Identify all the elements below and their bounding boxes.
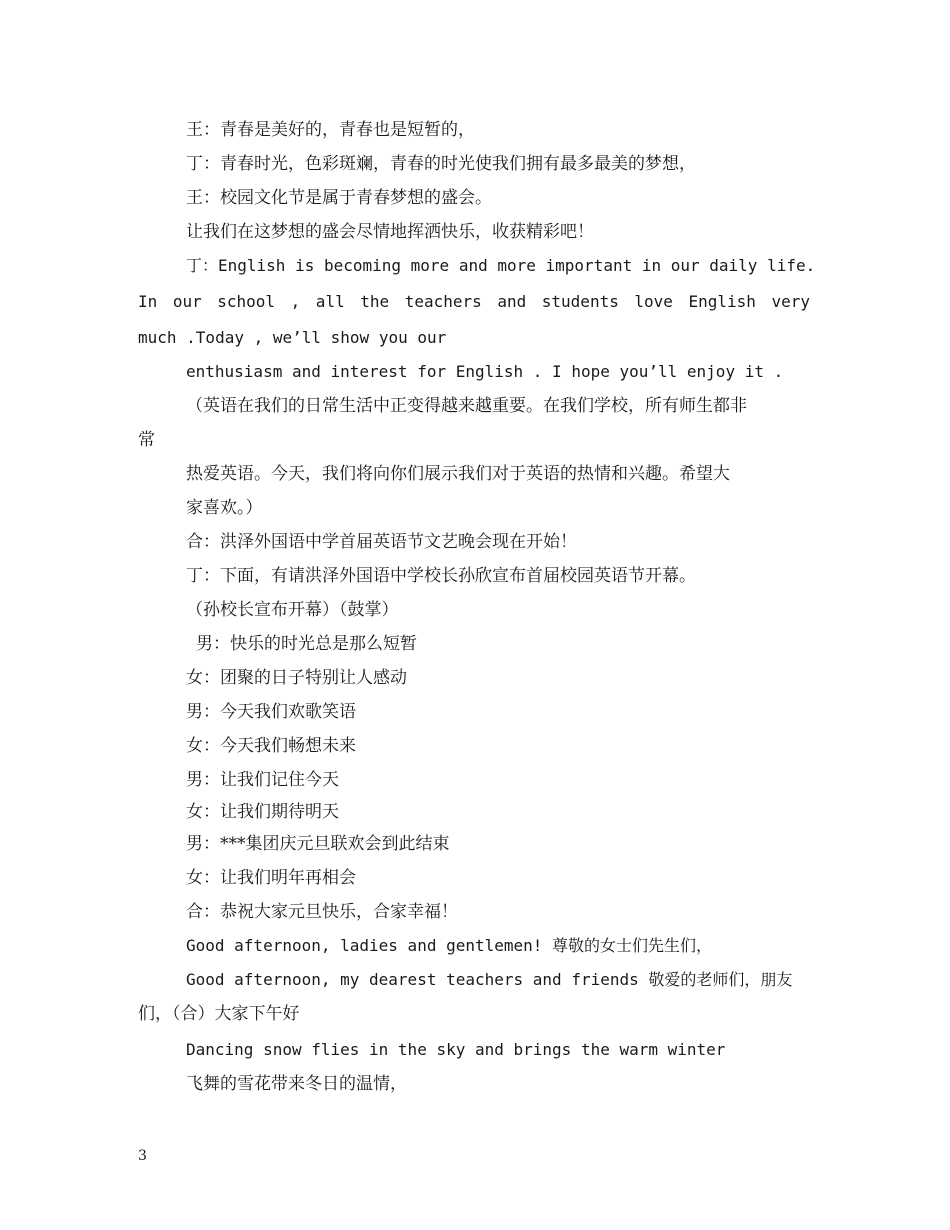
text-line: 热爱英语。今天，我们将向你们展示我们对于英语的热情和兴趣。希望大: [186, 464, 730, 484]
text-line: 女：让我们明年再相会: [186, 868, 356, 888]
text-line: （孙校长宣布开幕）（鼓掌）: [186, 600, 399, 620]
text-line: enthusiasm and interest for English . I hope you’ll enjoy it .: [186, 362, 784, 381]
text-line: 飞舞的雪花带来冬日的温情，: [186, 1074, 407, 1094]
text-line: （英语在我们的日常生活中正变得越来越重要。在我们学校，所有师生都非: [186, 396, 747, 416]
text-line: 女：今天我们畅想未来: [186, 736, 356, 756]
text-line: 们，（合）大家下午好: [138, 1004, 300, 1024]
text-line: 女：团聚的日子特别让人感动: [186, 668, 407, 688]
page-number: 3: [138, 1148, 147, 1164]
text-line: 丁：下面，有请洪泽外国语中学校长孙欣宣布首届校园英语节开幕。: [186, 566, 696, 586]
text-line: 王：青春是美好的，青春也是短暂的，: [186, 120, 475, 140]
text-line: 丁：青春时光，色彩斑斓，青春的时光使我们拥有最多最美的梦想，: [186, 154, 696, 174]
text-line: 家喜欢。）: [186, 498, 263, 518]
text-line: Good afternoon, my dearest teachers and friends 敬爱的老师们，朋友: [186, 970, 793, 989]
text-line: 男：***集团庆元旦联欢会到此结束: [186, 834, 450, 854]
text-line: 让我们在这梦想的盛会尽情地挥洒快乐，收获精彩吧！: [186, 222, 594, 242]
text-line: 丁：English is becoming more and more important in our daily life.: [186, 256, 816, 275]
text-line: 合：恭祝大家元旦快乐，合家幸福！: [186, 902, 458, 922]
text-line: 王：校园文化节是属于青春梦想的盛会。: [186, 188, 492, 208]
text-line: Good afternoon, ladies and gentlemen! 尊敬的女士们先生们，: [186, 936, 713, 955]
text-line: 男：快乐的时光总是那么短暂: [196, 634, 417, 654]
text-line: 男：让我们记住今天: [186, 770, 339, 790]
text-line: 常: [138, 430, 155, 450]
text-line: 女：让我们期待明天: [186, 802, 339, 822]
text-line: In our school , all the teachers and students love English very: [138, 292, 810, 311]
text-line: much .Today , we’ll show you our: [138, 328, 447, 347]
text-line: 男：今天我们欢歌笑语: [186, 702, 356, 722]
text-line: Dancing snow flies in the sky and brings the warm winter: [186, 1040, 726, 1059]
text-line: 合：洪泽外国语中学首届英语节文艺晚会现在开始！: [186, 532, 577, 552]
